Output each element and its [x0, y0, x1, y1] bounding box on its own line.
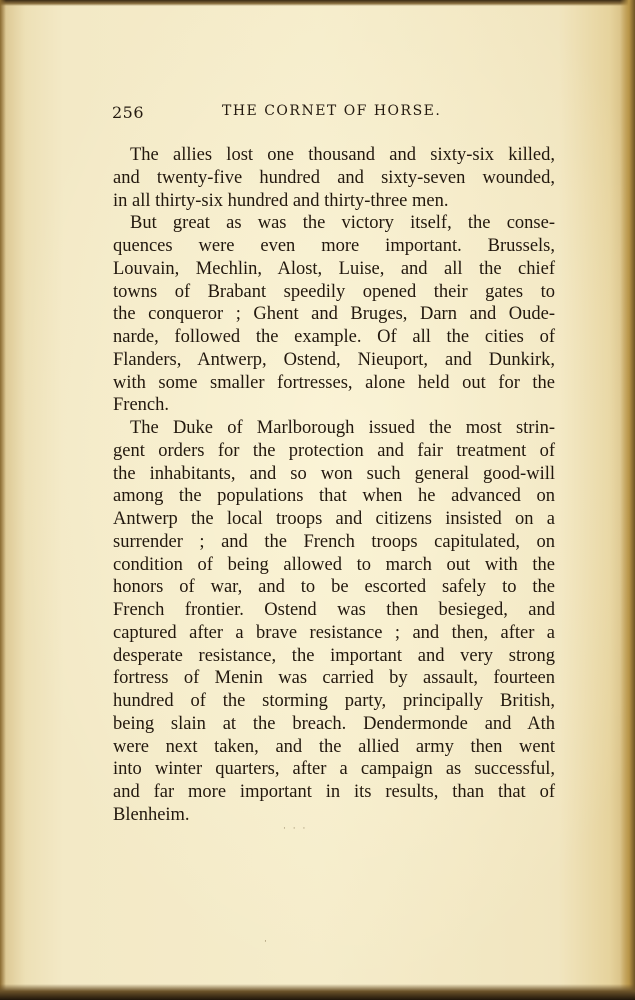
- text-line: hundred of the storming party, principally British,: [113, 691, 555, 711]
- text-line: desperate resistance, the important and very strong: [113, 645, 555, 666]
- text-line: being slain at the breach. Dendermonde and Ath: [113, 713, 555, 734]
- text-line: were next taken, and the allied army then went: [113, 736, 555, 757]
- text-line: Antwerp the local troops and citizens insisted on a: [113, 509, 555, 529]
- text-line: with some smaller fortresses, alone held out for the: [113, 372, 555, 393]
- page-bottom-edge: [0, 984, 635, 1000]
- page-top-edge: [0, 0, 635, 6]
- text-line: in all thirty-six hundred and thirty-three men.: [113, 190, 449, 211]
- running-head: [112, 103, 555, 127]
- text-line: among the populations that when he advanced on: [113, 486, 555, 507]
- text-line: Blenheim.: [113, 804, 190, 825]
- text-line: French.: [113, 395, 169, 416]
- text-line: and far more important in its results, than that of: [113, 782, 555, 802]
- text-line: condition of being allowed to march out with the: [113, 554, 555, 575]
- body-text: [113, 144, 555, 827]
- ink-specks: · · ·: [283, 824, 308, 834]
- ink-speck: ·: [264, 937, 267, 947]
- text-line: into winter quarters, after a campaign as successful,: [113, 759, 555, 780]
- page-right-edge: [620, 0, 635, 1000]
- text-line: fortress of Menin was carried by assault, fourteen: [113, 668, 555, 689]
- text-line: narde, followed the example. Of all the cities of: [113, 327, 555, 347]
- text-line: captured after a brave resistance ; and then, after a: [113, 622, 555, 643]
- page-left-edge: [0, 0, 6, 1000]
- page-number: 256: [112, 103, 145, 122]
- text-line: Flanders, Antwerp, Ostend, Nieuport, and Dunkirk,: [113, 349, 555, 370]
- text-line: towns of Brabant speedily opened their gates to: [113, 281, 555, 302]
- text-line: the conqueror ; Ghent and Bruges, Darn and Oude-: [113, 304, 555, 325]
- text-line: honors of war, and to be escorted safely to the: [113, 577, 555, 598]
- text-line: The allies lost one thousand and sixty-six killed,: [130, 145, 555, 165]
- text-line: French frontier. Ostend was then besieged, and: [113, 600, 555, 620]
- text-line: quences were even more important. Brussels,: [113, 236, 555, 256]
- running-title: THE CORNET OF HORSE.: [222, 103, 442, 119]
- text-line: The Duke of Marlborough issued the most strin-: [130, 418, 555, 438]
- text-line: the inhabitants, and so won such general good-will: [113, 463, 555, 484]
- text-line: surrender ; and the French troops capitulated, on: [113, 531, 555, 552]
- text-line: But great as was the victory itself, the conse-: [130, 213, 555, 234]
- text-line: Louvain, Mechlin, Alost, Luise, and all the chief: [113, 258, 555, 279]
- text-line: and twenty-five hundred and sixty-seven wounded,: [113, 167, 555, 188]
- text-line: gent orders for the protection and fair treatment of: [113, 440, 555, 461]
